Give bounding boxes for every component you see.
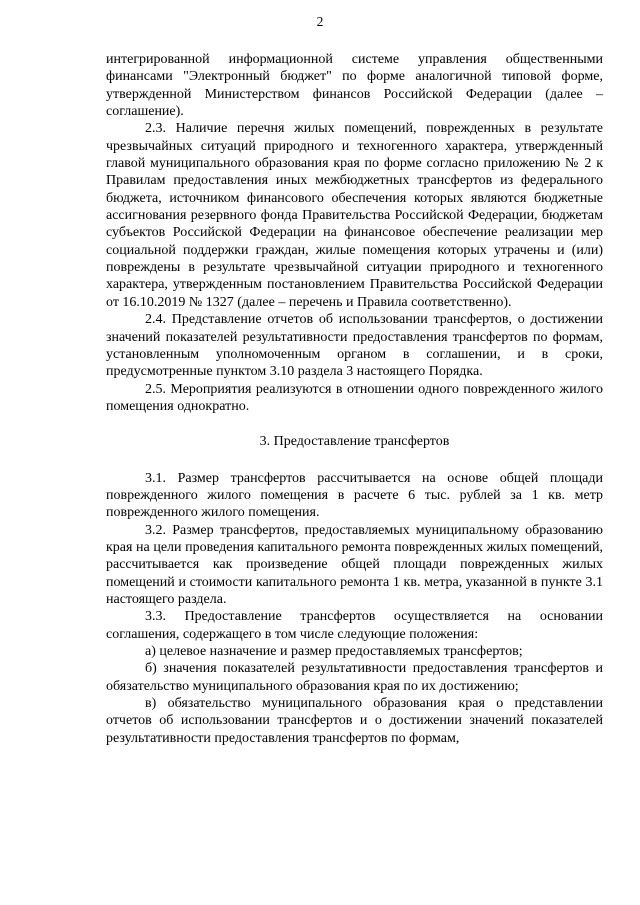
paragraph-2-3: 2.3. Наличие перечня жилых помещений, поврежденных в результате чрезвычайных ситуаций природного и техногенного характера, утвержденный главой муниципального образования края по форме согласно приложению № 2 к Правилам предоставления иных межбюджетных трансфертов из федерального бюджета, источником финансового обеспечения которых являются бюджетные ассигнования резервного фонда Правительства Российской Федерации, бюджетам субъектов Российской Федерации на финансовое обеспечение реализации мер социальной поддержки граждан, жилые помещения которых утрачены и (или) повреждены в результате чрезвычайной ситуации природного и техногенного характера, утвержденным постановлением Правительства Российской Федерации от 16.10.2019 № 1327 (далее – перечень и Правила соответственно).: [106, 121, 603, 310]
section-heading: 3. Предоставление трансфертов: [259, 434, 450, 450]
paragraph-3-2: 3.2. Размер трансфертов, предоставляемых муниципальному образованию края на цели проведения капитального ремонта поврежденных жилых помещений, рассчитывается как произведение общей площади поврежденных жилых помещений и стоимости капитального ремонта 1 кв. метра, указанной в пункте 3.1 настоящего раздела.: [106, 522, 603, 607]
page-number: 2: [316, 14, 324, 29]
list-item-v: в) обязательство муниципального образования края о представлении отчетов об использовании трансфертов и о достижении значений показателей результативности предоставления трансфертов по формам,: [106, 696, 603, 746]
list-item-a: а) целевое назначение и размер предоставляемых трансфертов;: [145, 644, 523, 659]
paragraph-2-4: 2.4. Представление отчетов об использовании трансфертов, о достижении значений показателей результативности предоставления трансфертов по формам, установленным уполномоченным органом в соглашении, и в сроки, предусмотренные пунктом 3.10 раздела 3 настоящего Порядка.: [106, 312, 603, 380]
list-item-b: б) значения показателей результативности предоставления трансфертов и обязательство муниципального образования края по их достижению;: [106, 661, 603, 694]
paragraph-3-1: 3.1. Размер трансфертов рассчитывается на основе общей площади поврежденного жилого помещения в расчете 6 тыс. рублей за 1 кв. метр поврежденного жилого помещения.: [106, 470, 603, 521]
paragraph-continuation: интегрированной информационной системе управления общественными финансами "Электронный бюджет" по форме аналогичной типовой форме, утвержденной Министерством финансов Российской Федерации (далее – соглашение).: [106, 52, 603, 120]
paragraph-3-3: 3.3. Предоставление трансфертов осуществляется на основании соглашения, содержащего в том числе следующие положения:: [106, 609, 603, 642]
document-body: [106, 51, 603, 747]
paragraph-2-5: 2.5. Мероприятия реализуются в отношении одного поврежденного жилого помещения однократно.: [106, 381, 603, 414]
